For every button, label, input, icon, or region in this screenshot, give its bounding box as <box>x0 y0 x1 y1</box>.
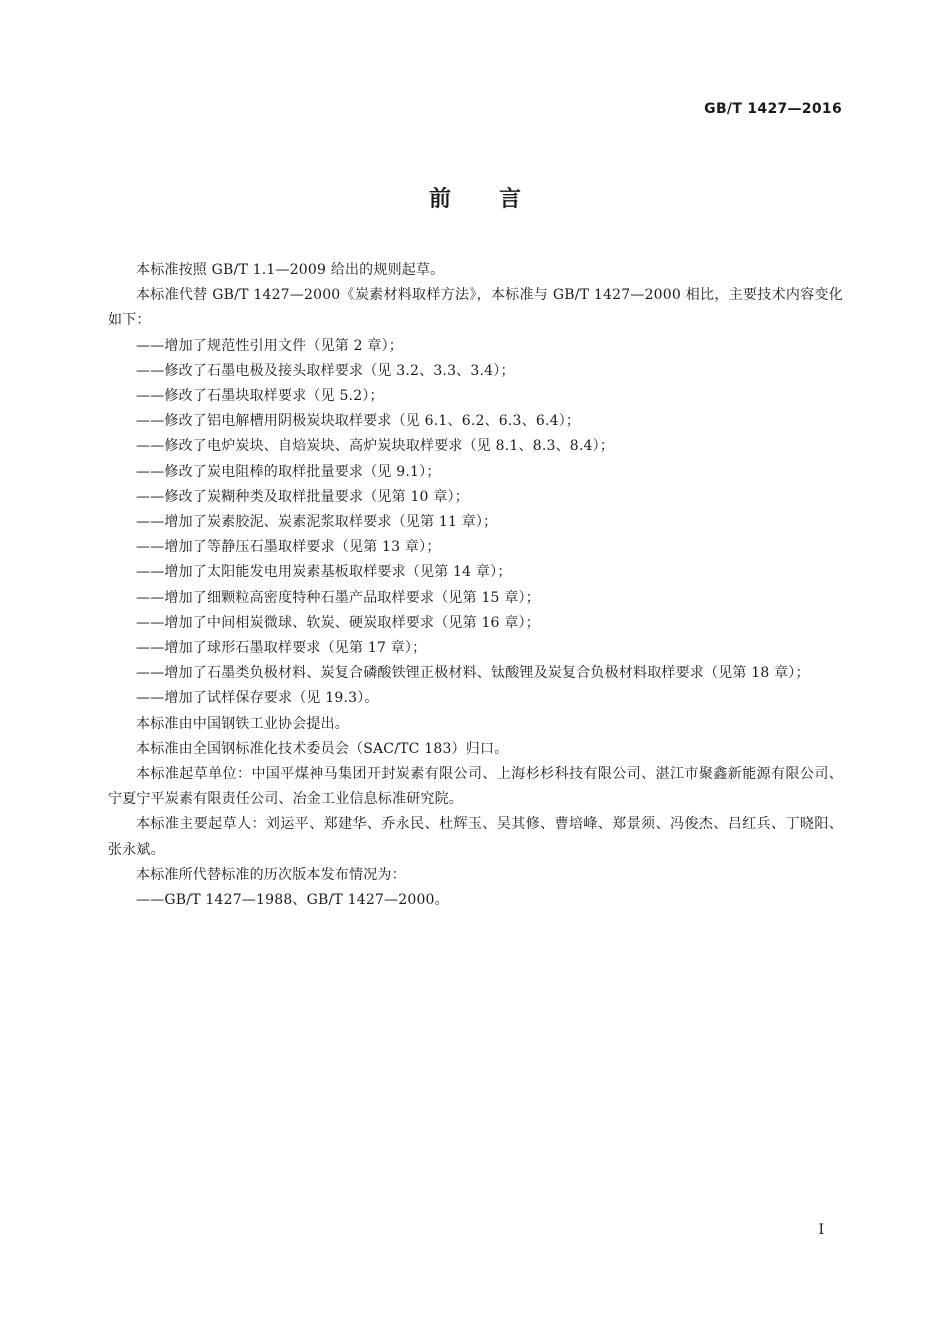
page-title: 前言 <box>428 187 569 212</box>
list-item: ——GB/T 1427—1988、GB/T 1427—2000。 <box>136 892 449 909</box>
list-item: ——修改了炭电阻棒的取样批量要求（见 9.1）； <box>136 463 441 480</box>
foreword-body <box>108 258 843 913</box>
paragraph: 本标准所代替标准的历次版本发布情况为： <box>136 866 406 883</box>
list-item: ——增加了细颗粒高密度特种石墨产品取样要求（见第 15 章）； <box>136 589 540 606</box>
paragraph: 本标准按照 GB/T 1.1—2009 给出的规则起草。 <box>136 262 445 278</box>
list-item: ——增加了等静压石墨取样要求（见第 13 章）； <box>136 539 441 556</box>
list-item: ——增加了球形石墨取样要求（见第 17 章）； <box>136 640 427 657</box>
page-number: I <box>818 1222 824 1238</box>
list-item: ——修改了石墨块取样要求（见 5.2）； <box>136 388 384 405</box>
list-item: ——修改了电炉炭块、自焙炭块、高炉炭块取样要求（见 8.1、8.3、8.4）； <box>136 438 615 455</box>
paragraph: 本标准主要起草人：刘运平、郑建华、乔永民、杜辉玉、吴其修、曹培峰、郑景须、冯俊杰、吕红兵、丁晓阳、张永斌。 <box>108 816 843 858</box>
list-item: ——增加了中间相炭微球、软炭、硬炭取样要求（见第 16 章）； <box>136 614 540 631</box>
paragraph: 本标准起草单位：中国平煤神马集团开封炭素有限公司、上海杉杉科技有限公司、湛江市聚鑫新能源有限公司、宁夏宁平炭素有限责任公司、冶金工业信息标准研究院。 <box>108 766 843 808</box>
standard-code: GB/T 1427—2016 <box>704 101 842 117</box>
list-item: ——增加了规范性引用文件（见第 2 章）； <box>136 337 404 354</box>
list-item: ——增加了炭素胶泥、炭素泥浆取样要求（见第 11 章）； <box>136 514 498 531</box>
paragraph: 本标准由中国钢铁工业协会提出。 <box>136 715 349 732</box>
paragraph: 本标准由全国钢标准化技术委员会（SAC/TC 183）归口。 <box>136 740 509 757</box>
list-item: ——修改了石墨电极及接头取样要求（见 3.2、3.3、3.4）； <box>136 362 515 379</box>
list-item: ——修改了铝电解槽用阴极炭块取样要求（见 6.1、6.2、6.3、6.4）； <box>136 413 581 430</box>
list-item: ——增加了太阳能发电用炭素基板取样要求（见第 14 章）； <box>136 564 512 581</box>
list-item: ——修改了炭糊种类及取样批量要求（见第 10 章）； <box>136 488 469 505</box>
paragraph: 本标准代替 GB/T 1427—2000《炭素材料取样方法》，本标准与 GB/T 1427—2000 相比，主要技术内容变化如下： <box>108 287 843 329</box>
list-item: ——增加了试样保存要求（见 19.3）。 <box>136 690 379 707</box>
list-item: ——增加了石墨类负极材料、炭复合磷酸铁锂正极材料、钛酸锂及炭复合负极材料取样要求（见第 18 章）； <box>136 665 810 682</box>
